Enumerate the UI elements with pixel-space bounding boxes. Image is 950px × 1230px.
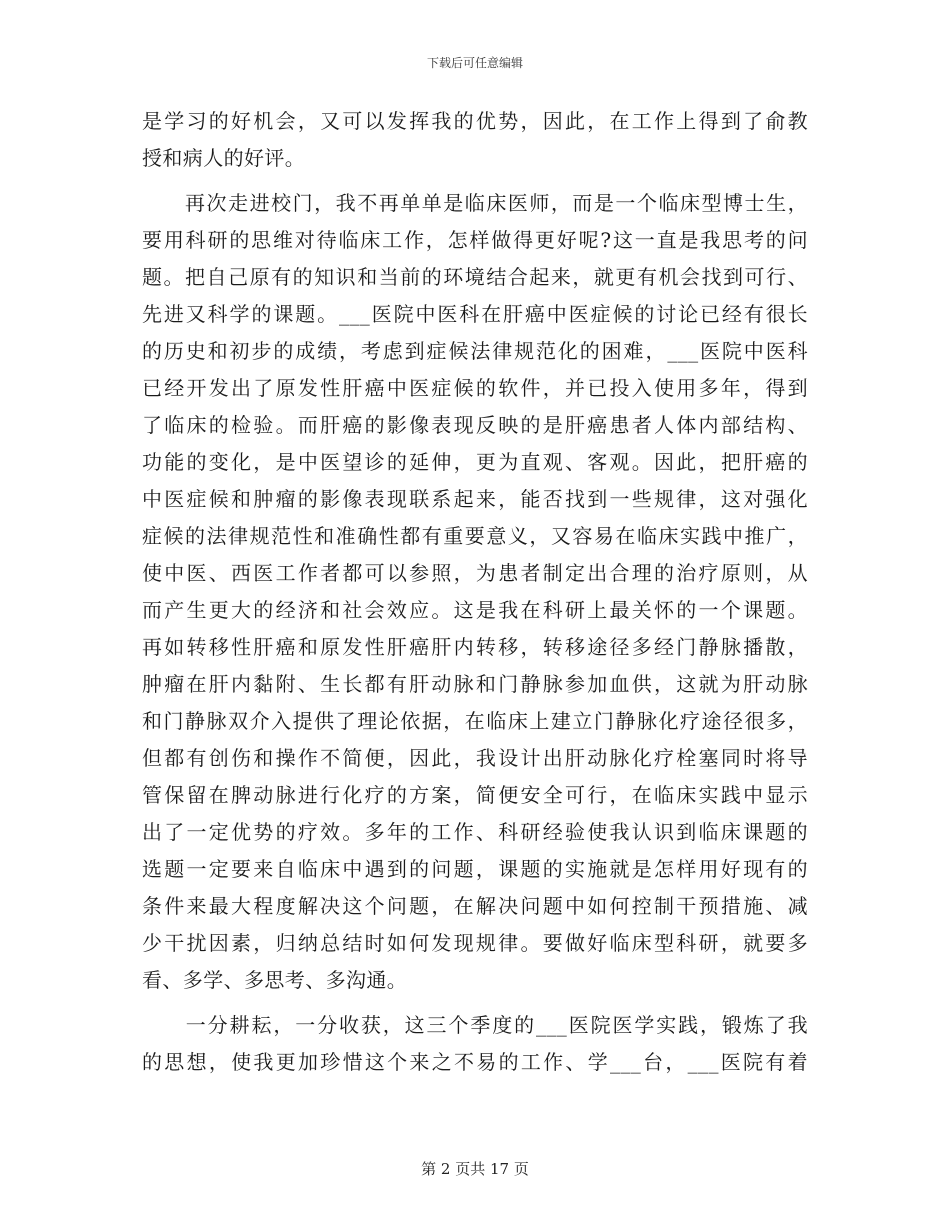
paragraph-1 — [142, 103, 808, 177]
text-line: 是学习的好机会，又可以发挥我的优势，因此，在工作上得到了俞教 — [142, 109, 808, 133]
text-line: 的思想，使我更加珍惜这个来之不易的工作、学___台，___医院有着 — [142, 1050, 808, 1074]
paragraph-2 — [142, 185, 808, 999]
text-line: 再如转移性肝癌和原发性肝癌肝内转移，转移途径多经门静脉播散， — [142, 635, 808, 659]
text-line: 少干扰因素，归纳总结时如何发现规律。要做好临床型科研，就要多 — [142, 931, 808, 955]
text-line: 了临床的检验。而肝癌的影像表现反映的是肝癌患者人体内部结构、 — [142, 413, 808, 437]
text-line: 选题一定要来自临床中遇到的问题，课题的实施就是怎样用好现有的 — [142, 857, 808, 881]
text-line: 而产生更大的经济和社会效应。这是我在科研上最关怀的一个课题。 — [142, 598, 808, 622]
text-line: 出了一定优势的疗效。多年的工作、科研经验使我认识到临床课题的 — [142, 820, 808, 844]
document-body — [142, 103, 808, 1081]
text-line: 一分耕耘，一分收获，这三个季度的___医院医学实践，锻炼了我 — [142, 1013, 808, 1037]
text-line: 症候的法律规范性和准确性都有重要意义，又容易在临床实践中推广， — [142, 524, 808, 548]
text-line: 中医症候和肿瘤的影像表现联系起来，能否找到一些规律，这对强化 — [142, 487, 808, 511]
page-number: 第 2 页共 17 页 — [421, 1160, 529, 1178]
text-line: 的历史和初步的成绩，考虑到症候法律规范化的困难，___医院中医科 — [142, 339, 808, 363]
text-line: 管保留在脾动脉进行化疗的方案，简便安全可行，在临床实践中显示 — [142, 783, 808, 807]
page-header: 下载后可任意编辑 — [426, 56, 523, 70]
text-line: 但都有创伤和操作不简便，因此，我设计出肝动脉化疗栓塞同时将导 — [142, 746, 808, 770]
text-line: 先进又科学的课题。___医院中医科在肝癌中医症候的讨论已经有很长 — [142, 302, 808, 326]
paragraph-3 — [142, 1007, 808, 1081]
text-line: 授和病人的好评。 — [142, 146, 306, 170]
text-line: 和门静脉双介入提供了理论依据，在临床上建立门静脉化疗途径很多， — [142, 709, 808, 733]
text-line: 条件来最大程度解决这个问题，在解决问题中如何控制干预措施、减 — [142, 894, 808, 918]
text-line: 看、多学、多思考、多沟通。 — [142, 968, 408, 992]
text-line: 要用科研的思维对待临床工作，怎样做得更好呢?这一直是我思考的问 — [142, 228, 808, 252]
text-line: 功能的变化，是中医望诊的延伸，更为直观、客观。因此，把肝癌的 — [142, 450, 808, 474]
text-line: 使中医、西医工作者都可以参照，为患者制定出合理的治疗原则，从 — [142, 561, 808, 585]
text-line: 再次走进校门，我不再单单是临床医师，而是一个临床型博士生， — [142, 191, 808, 215]
text-line: 肿瘤在肝内黏附、生长都有肝动脉和门静脉参加血供，这就为肝动脉 — [142, 672, 808, 696]
text-line: 题。把自己原有的知识和当前的环境结合起来，就更有机会找到可行、 — [142, 265, 808, 289]
text-line: 已经开发出了原发性肝癌中医症候的软件，并已投入使用多年，得到 — [142, 376, 808, 400]
